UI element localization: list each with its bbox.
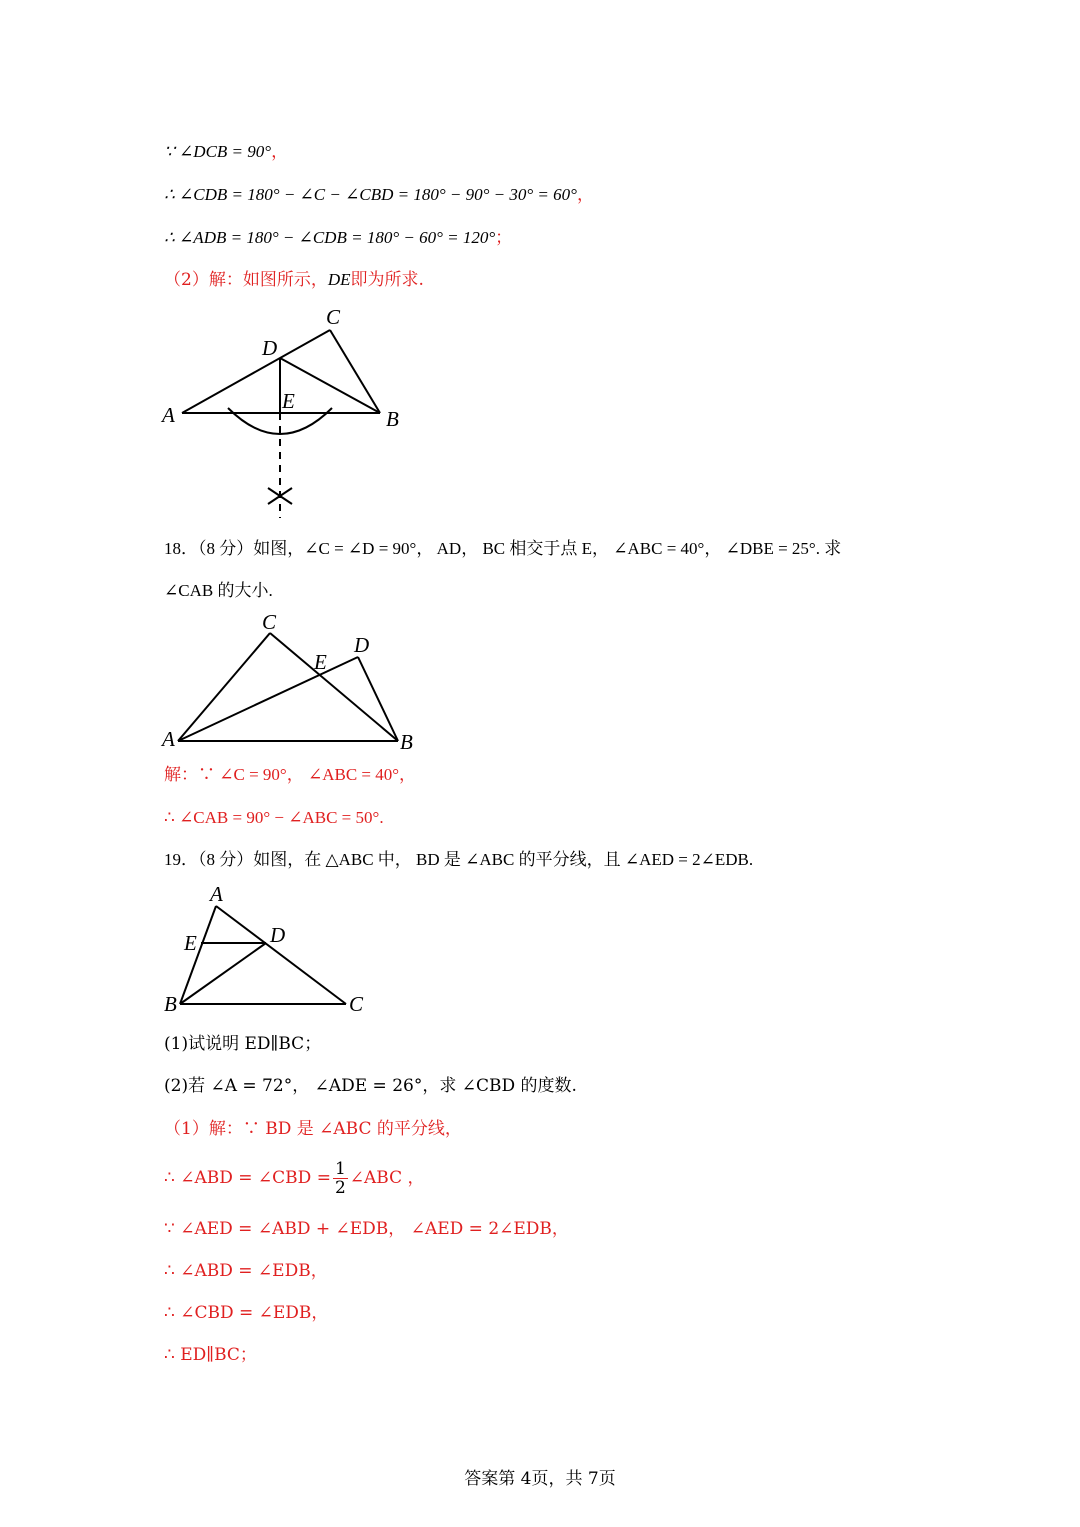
- q19-line1: 19．（8 分）如图，在 △ABC 中， BD 是 ∠ABC 的平分线，且 ∠AED = 2∠EDB.: [164, 850, 754, 869]
- segment-CB: [270, 633, 398, 741]
- label-B: B: [400, 730, 413, 754]
- segment-AC: [182, 330, 330, 413]
- solution-19-line-5: [164, 1301, 328, 1325]
- sol19-l5: ∴ ∠CBD = ∠EDB，: [164, 1303, 329, 1323]
- label-E: E: [282, 389, 295, 413]
- label-E: E: [184, 931, 197, 955]
- solution-19-line-2: [164, 1160, 425, 1197]
- label-B: B: [386, 407, 399, 431]
- label-C: C: [262, 610, 277, 634]
- label-E: E: [314, 650, 327, 674]
- label-D: D: [354, 633, 370, 657]
- figure-2: [150, 605, 430, 755]
- solution-19-line-6: [164, 1343, 257, 1367]
- sol19-l4: ∴ ∠ABD = ∠EDB，: [164, 1261, 328, 1281]
- solution-19-line-1: [164, 1117, 462, 1141]
- label-D: D: [270, 923, 286, 947]
- solution-18-line-2: [164, 806, 384, 830]
- q18-line1: 18．（8 分）如图，∠C = ∠D = 90°， AD， BC 相交于点 E， ∠ABC = 40°， ∠DBE = 25°. 求: [164, 539, 842, 558]
- frac-denominator: 2: [334, 1178, 346, 1198]
- q19-p2: (2)若 ∠A = 72°， ∠ADE = 26°，求 ∠CBD 的度数.: [164, 1076, 577, 1096]
- segment-AC: [178, 633, 270, 741]
- part2-label: （2）解：如图所示，: [164, 270, 328, 290]
- page-footer: 答案第 4页，共 7页: [464, 1469, 616, 1489]
- fraction-one-half: [333, 1160, 348, 1197]
- label-A: A: [162, 403, 175, 427]
- sol18-l2: ∴ ∠CAB = 90° − ∠ABC = 50°.: [164, 808, 384, 827]
- solution-part2: [164, 268, 424, 292]
- sol19-l2a: ∴ ∠ABD = ∠CBD =: [164, 1168, 331, 1188]
- label-C: C: [349, 992, 364, 1016]
- label-C: C: [326, 305, 341, 329]
- sol19-l6: ∴ ED∥BC；: [164, 1345, 257, 1365]
- segment-AC: [216, 906, 346, 1004]
- label-A: A: [162, 727, 175, 751]
- question-18-text-2: [164, 579, 273, 603]
- frac-numerator: 1: [334, 1159, 346, 1179]
- solution-line-3: [164, 226, 512, 250]
- solution-18-line-1: [164, 763, 416, 787]
- label-D: D: [262, 336, 278, 360]
- solution-line-2: [164, 183, 594, 207]
- math-text: ∴ ∠ADB = 180° − ∠CDB = 180° − 60° = 120°: [164, 228, 496, 247]
- punct: ；: [495, 228, 513, 248]
- sol18-l1: 解：∵ ∠C = 90°， ∠ABC = 40°，: [164, 765, 417, 784]
- figure-3: [150, 880, 380, 1020]
- math-text: ∴ ∠CDB = 180° − ∠C − ∠CBD = 180° − 90° − 30° = 60°: [164, 185, 577, 204]
- segment-DE: DE: [327, 270, 351, 289]
- question-19-part-1: [164, 1032, 321, 1056]
- q19-p1: (1)试说明 ED∥BC；: [164, 1034, 322, 1054]
- part2-tail: 即为所求.: [350, 270, 424, 290]
- solution-line-1: [164, 140, 288, 164]
- segment-DB: [358, 657, 398, 741]
- sol19-l2b: ∠ABC ，: [349, 1168, 425, 1188]
- sol19-l1: （1）解：∵ BD 是 ∠ABC 的平分线，: [164, 1119, 462, 1139]
- label-B: B: [164, 992, 177, 1016]
- punct: ，: [271, 142, 289, 162]
- q18-line2: ∠CAB 的大小.: [164, 581, 273, 600]
- question-19-part-2: [164, 1074, 577, 1098]
- solution-19-line-3: [164, 1217, 569, 1241]
- segment-CB: [330, 330, 380, 413]
- segment-BA: [180, 906, 216, 1004]
- segment-AD: [178, 657, 358, 741]
- question-19-text: [164, 848, 753, 872]
- sol19-l3: ∵ ∠AED = ∠ABD + ∠EDB， ∠AED = 2∠EDB，: [164, 1219, 569, 1239]
- figure-1: [150, 300, 430, 525]
- punct: ，: [576, 185, 594, 205]
- solution-19-line-4: [164, 1259, 328, 1283]
- math-text: ∵ ∠DCB = 90°: [164, 142, 272, 161]
- question-18-text: [164, 537, 841, 561]
- segment-DB: [280, 358, 380, 413]
- label-A: A: [210, 882, 223, 906]
